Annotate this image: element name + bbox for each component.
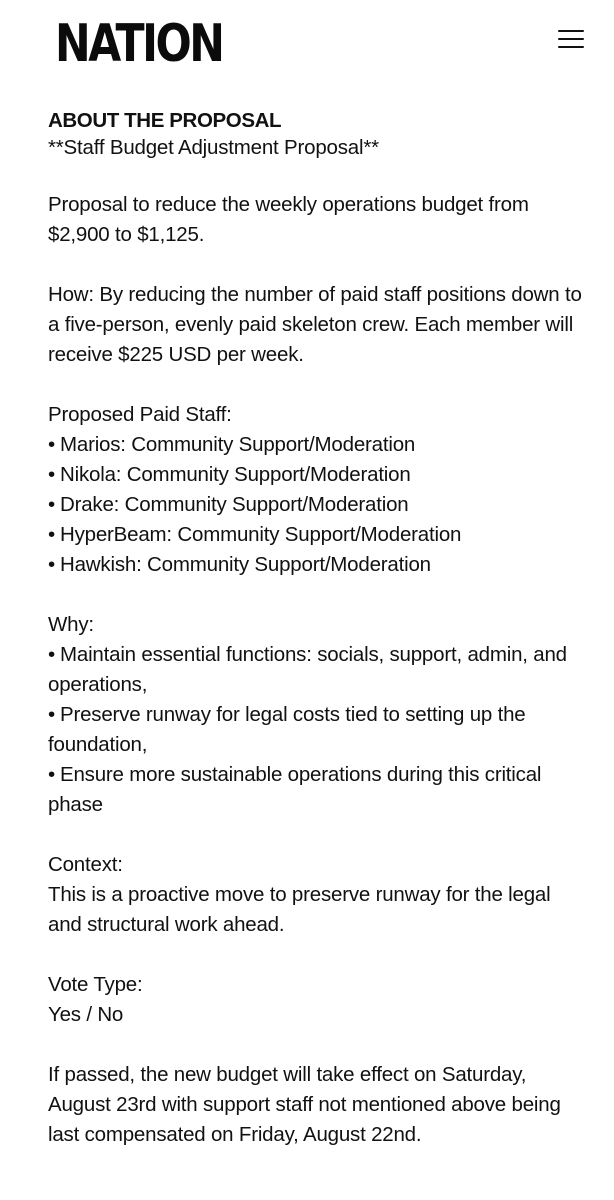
site-logo[interactable]: NATION <box>55 14 223 74</box>
menu-bar-bottom <box>558 46 584 48</box>
why-item: • Maintain essential functions: socials, support, admin, and operations, <box>48 640 588 700</box>
staff-list <box>48 430 588 580</box>
proposal-summary: Proposal to reduce the weekly operations budget from $2,900 to $1,125. <box>48 193 529 246</box>
proposal-subtitle: **Staff Budget Adjustment Proposal** <box>48 136 379 159</box>
vote-heading: Vote Type: <box>48 973 143 996</box>
hamburger-menu-icon[interactable] <box>555 26 587 52</box>
staff-heading: Proposed Paid Staff: <box>48 403 232 426</box>
spacer <box>48 580 588 610</box>
spacer <box>48 1030 588 1060</box>
why-heading: Why: <box>48 613 94 636</box>
spacer <box>48 820 588 850</box>
vote-options: Yes / No <box>48 1003 124 1026</box>
site-header <box>0 0 614 90</box>
spacer <box>48 370 588 400</box>
staff-item: • Marios: Community Support/Moderation <box>48 430 588 460</box>
spacer <box>48 250 588 280</box>
spacer <box>48 940 588 970</box>
staff-item: • HyperBeam: Community Support/Moderation <box>48 520 588 550</box>
proposal-how: How: By reducing the number of paid staff positions down to a five-person, evenly paid skeleton crew. Each member will receive $225 USD per week. <box>48 283 582 366</box>
effect-text: If passed, the new budget will take effect on Saturday, August 23rd with support staff not mentioned above being last compensated on Friday, August 22nd. <box>48 1063 561 1146</box>
menu-bar-middle <box>558 38 584 40</box>
spacer <box>48 162 588 190</box>
proposal-content <box>48 108 588 1150</box>
section-title: ABOUT THE PROPOSAL <box>48 109 282 132</box>
context-text: This is a proactive move to preserve runway for the legal and structural work ahead. <box>48 883 551 936</box>
context-heading: Context: <box>48 853 123 876</box>
why-item: • Preserve runway for legal costs tied to setting up the foundation, <box>48 700 588 760</box>
staff-item: • Nikola: Community Support/Moderation <box>48 460 588 490</box>
why-list <box>48 640 588 820</box>
menu-bar-top <box>558 30 584 32</box>
staff-item: • Drake: Community Support/Moderation <box>48 490 588 520</box>
why-item: • Ensure more sustainable operations during this critical phase <box>48 760 588 820</box>
staff-item: • Hawkish: Community Support/Moderation <box>48 550 588 580</box>
